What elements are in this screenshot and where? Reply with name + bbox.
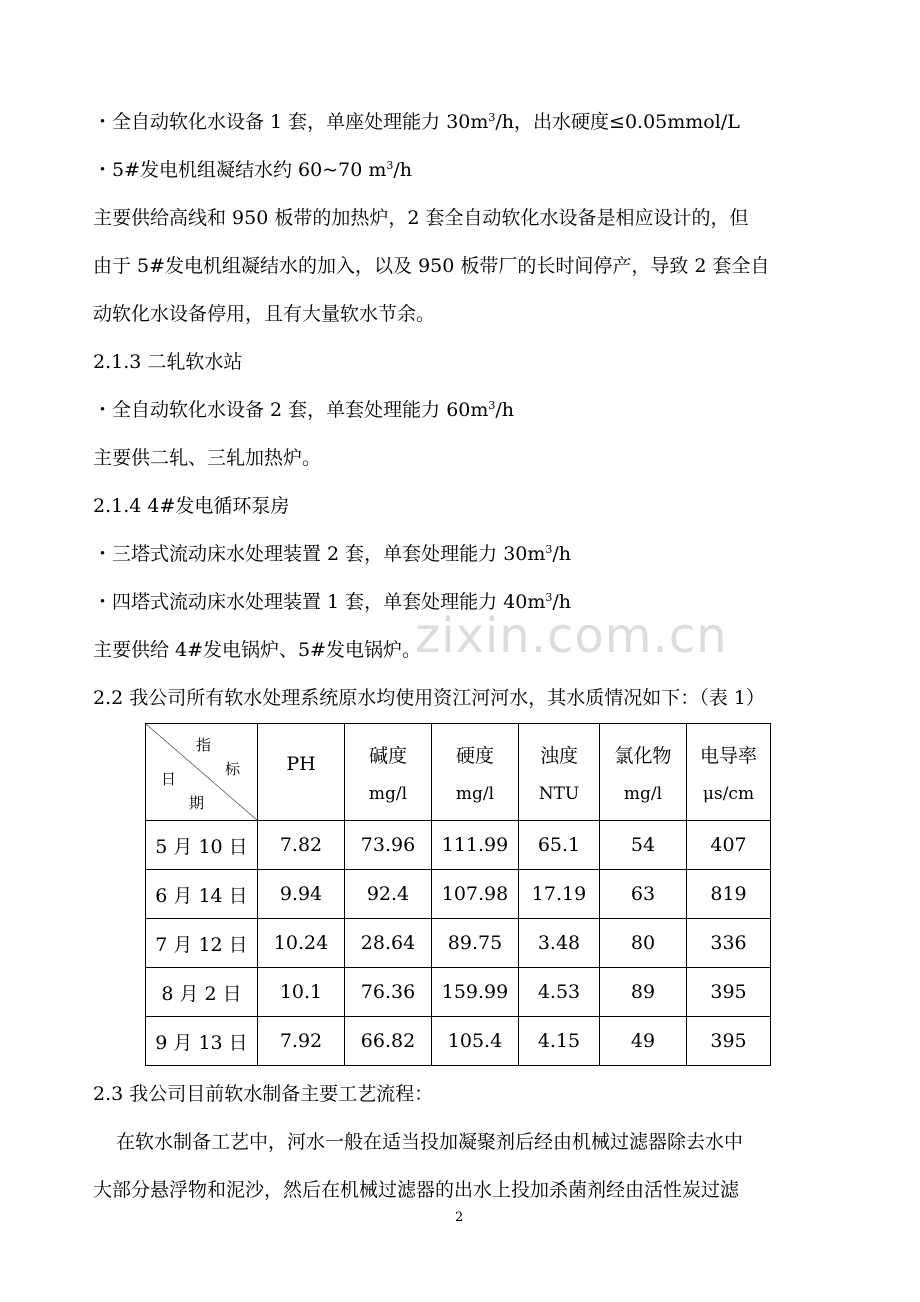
header-conductivity: 电导率 μs/cm: [687, 724, 771, 821]
corner-mark-label: 标: [225, 760, 241, 778]
cell-alkalinity: 28.64: [345, 919, 432, 968]
cell-date: 7 月 12 日: [146, 919, 258, 968]
bullet-four-tower: ・四塔式流动床水处理装置 1 套，单套处理能力 $40m^3/h$: [93, 591, 572, 613]
bullet-softener-2: ・全自动软化水设备 2 套，单套处理能力 $60m^3/h$: [93, 399, 515, 421]
cell-ph: 10.24: [258, 919, 345, 968]
table-header-row: [146, 724, 771, 821]
header-ph: PH: [258, 724, 345, 821]
cell-hardness: 107.98: [432, 870, 519, 919]
cell-turbidity: 17.19: [519, 870, 600, 919]
header-chloride: 氯化物 mg/l: [600, 724, 687, 821]
cell-chloride: 49: [600, 1017, 687, 1066]
paragraph-line: 动软化水设备停用，且有大量软水节余。: [93, 303, 436, 325]
cell-hardness: 89.75: [432, 919, 519, 968]
cell-chloride: 63: [600, 870, 687, 919]
header-turbidity: 浊度 NTU: [519, 724, 600, 821]
cell-chloride: 89: [600, 968, 687, 1017]
cell-hardness: 105.4: [432, 1017, 519, 1066]
table-row: [146, 919, 771, 968]
cell-ph: 7.82: [258, 821, 345, 870]
cell-turbidity: 4.53: [519, 968, 600, 1017]
table-row: [146, 870, 771, 919]
cell-ph: 9.94: [258, 870, 345, 919]
paragraph-line: 主要供给 4#发电锅炉、5#发电锅炉。: [93, 639, 422, 661]
cell-alkalinity: 73.96: [345, 821, 432, 870]
cell-date: 9 月 13 日: [146, 1017, 258, 1066]
cell-conductivity: 395: [687, 968, 771, 1017]
paragraph-line: 在软水制备工艺中，河水一般在适当投加凝聚剂后经由机械过滤器除去水中: [116, 1131, 744, 1153]
paragraph-line: 主要供二轧、三轧加热炉。: [93, 447, 322, 469]
cell-date: 6 月 14 日: [146, 870, 258, 919]
cell-date: 8 月 2 日: [146, 968, 258, 1017]
cell-conductivity: 819: [687, 870, 771, 919]
cell-ph: 7.92: [258, 1017, 345, 1066]
paragraph-line: 主要供给高线和 950 板带的加热炉，2 套全自动软化水设备是相应设计的，但: [93, 207, 749, 229]
cell-chloride: 54: [600, 821, 687, 870]
cell-hardness: 111.99: [432, 821, 519, 870]
cell-conductivity: 407: [687, 821, 771, 870]
cell-turbidity: 3.48: [519, 919, 600, 968]
table-row: [146, 821, 771, 870]
bullet-softener-1: ・全自动软化水设备 1 套，单座处理能力 $30m^3/h$，出水硬度≤0.05mmol/L: [93, 111, 740, 133]
page-number: 2: [455, 1210, 464, 1225]
cell-ph: 10.1: [258, 968, 345, 1017]
cell-alkalinity: 66.82: [345, 1017, 432, 1066]
cell-hardness: 159.99: [432, 968, 519, 1017]
paragraph-line: 由于 5#发电机组凝结水的加入，以及 950 板带厂的长时间停产，导致 2 套全自: [93, 255, 770, 277]
corner-period-label: 期: [189, 794, 205, 812]
section-heading-2-2: 2.2 我公司所有软水处理系统原水均使用资江河河水，其水质情况如下：（表 1）: [93, 687, 765, 709]
cell-conductivity: 395: [687, 1017, 771, 1066]
header-alkalinity: 碱度 mg/l: [345, 724, 432, 821]
bullet-condensate: ・5#发电机组凝结水约 60~70 $m^3/h$: [93, 159, 413, 181]
water-quality-table: [145, 723, 771, 1066]
cell-alkalinity: 92.4: [345, 870, 432, 919]
section-heading-2-1-3: 2.1.3 二轧软水站: [93, 351, 243, 373]
watermark: zixin.com.cn: [415, 608, 728, 664]
paragraph-line: 大部分悬浮物和泥沙，然后在机械过滤器的出水上投加杀菌剂经由活性炭过滤: [93, 1179, 740, 1201]
header-hardness: 硬度 mg/l: [432, 724, 519, 821]
cell-turbidity: 65.1: [519, 821, 600, 870]
cell-date: 5 月 10 日: [146, 821, 258, 870]
section-heading-2-3: 2.3 我公司目前软水制备主要工艺流程：: [93, 1083, 434, 1105]
table-row: [146, 968, 771, 1017]
bullet-three-tower: ・三塔式流动床水处理装置 2 套，单套处理能力 $30m^3/h$: [93, 543, 572, 565]
cell-chloride: 80: [600, 919, 687, 968]
table-corner-cell: [146, 724, 258, 821]
section-heading-2-1-4: 2.1.4 4#发电循环泵房: [93, 495, 290, 517]
cell-turbidity: 4.15: [519, 1017, 600, 1066]
table-row: [146, 1017, 771, 1066]
corner-day-label: 日: [161, 770, 177, 788]
cell-conductivity: 336: [687, 919, 771, 968]
cell-alkalinity: 76.36: [345, 968, 432, 1017]
corner-index-label: 指: [196, 736, 212, 754]
